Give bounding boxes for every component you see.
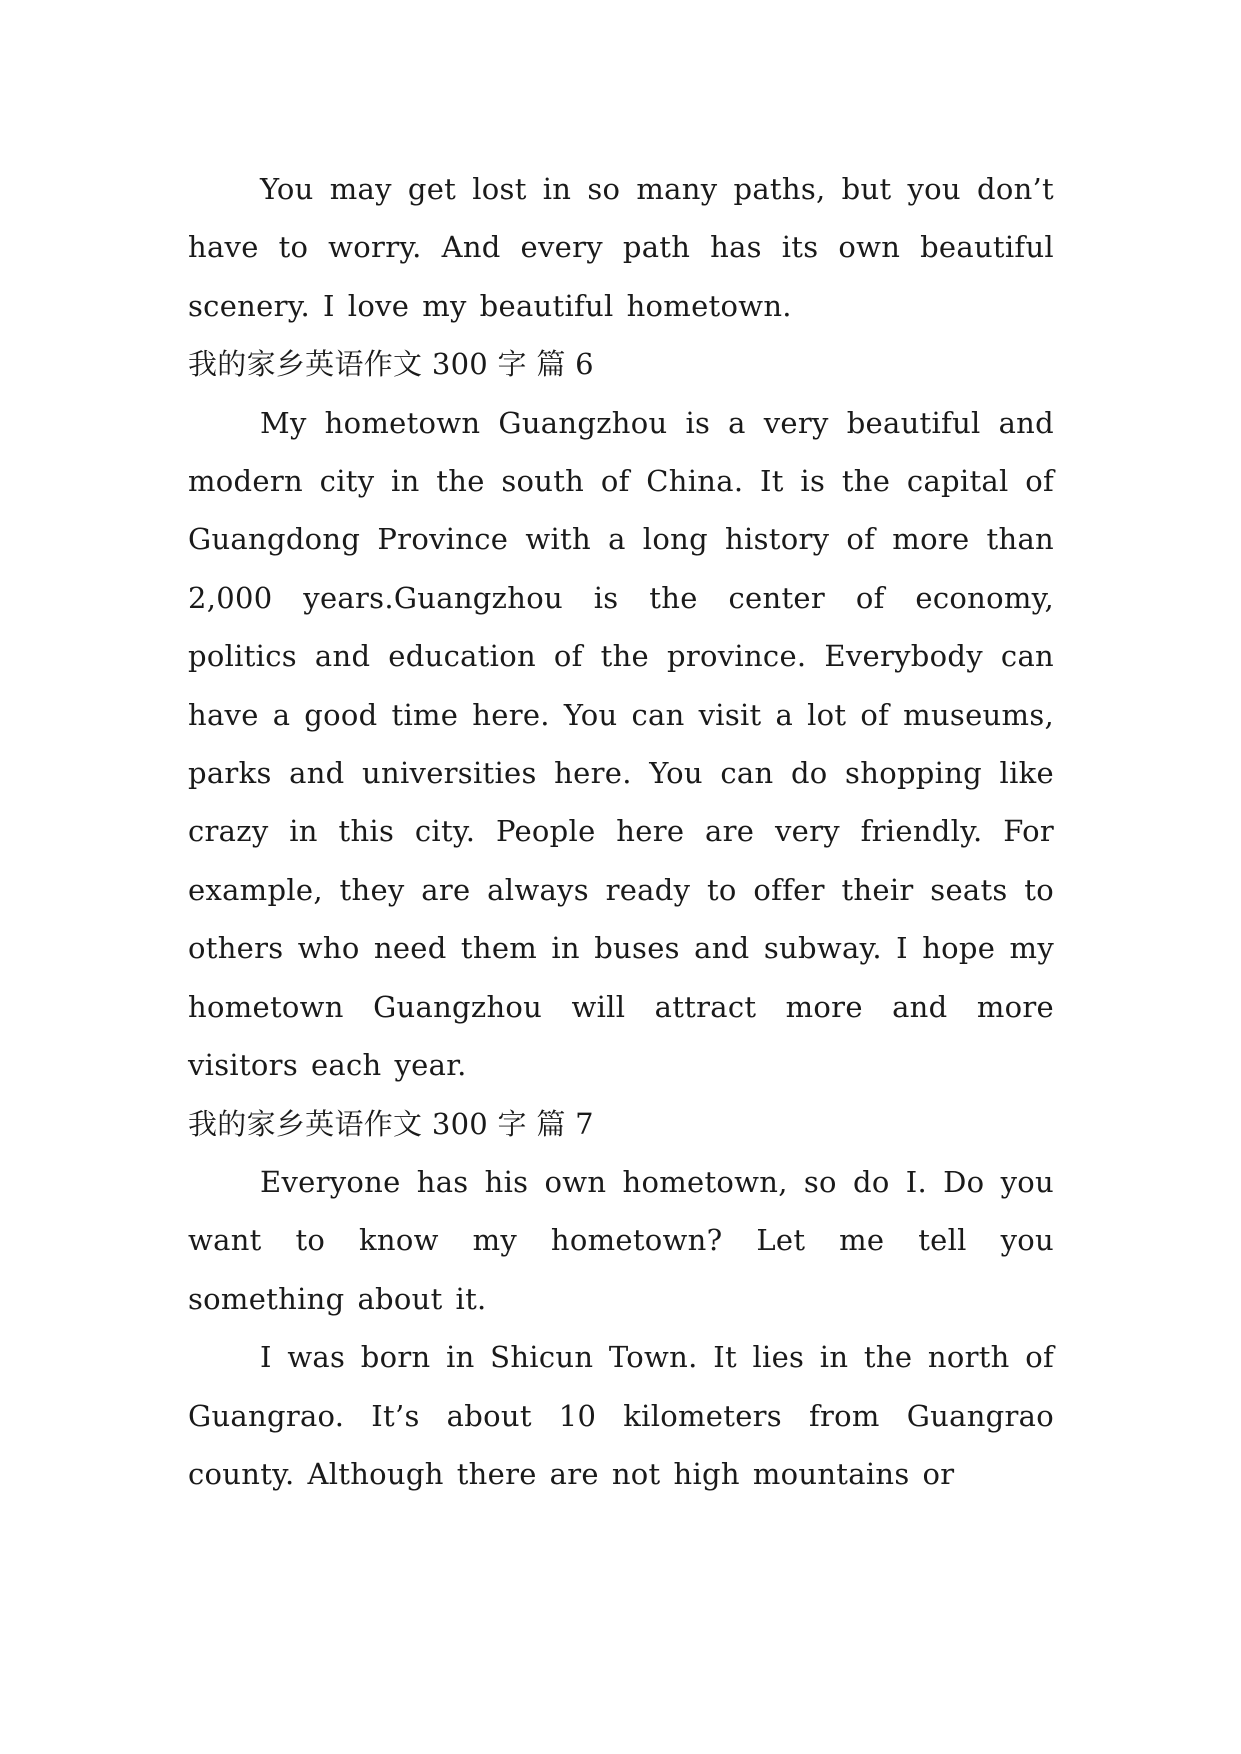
document-page <box>188 160 1054 1503</box>
section-heading-7: 我的家乡英语作文 300 字 篇 7 <box>188 1106 594 1141</box>
paragraph-shicun-town: I was born in Shicun Town. It lies in the north of Guangrao. It’s about 10 kilometers from Guangrao county. Although there are not high mountains or <box>188 1340 1054 1491</box>
paragraph-everyone-hometown: Everyone has his own hometown, so do I. Do you want to know my hometown? Let me tell you something about it. <box>188 1164 1054 1316</box>
paragraph-hometown-paths: You may get lost in so many paths, but you don’t have to worry. And every path has its own beautiful scenery. I love my beautiful hometown. <box>188 172 1054 323</box>
section-heading-6: 我的家乡英语作文 300 字 篇 6 <box>188 347 594 382</box>
paragraph-guangzhou: My hometown Guangzhou is a very beautiful and modern city in the south of China. It is the capital of Guangdong Province with a long history of more than 2,000 years.Guangzhou is the center of economy, politics and education of the province. Everybody can have a good time here. You can visit a lot of museums, parks and universities here. You can do shopping like crazy in this city. People here are very friendly. For example, they are always ready to offer their seats to others who need them in buses and subway. I hope my hometown Guangzhou will attract more and more visitors each year. <box>188 405 1054 1083</box>
